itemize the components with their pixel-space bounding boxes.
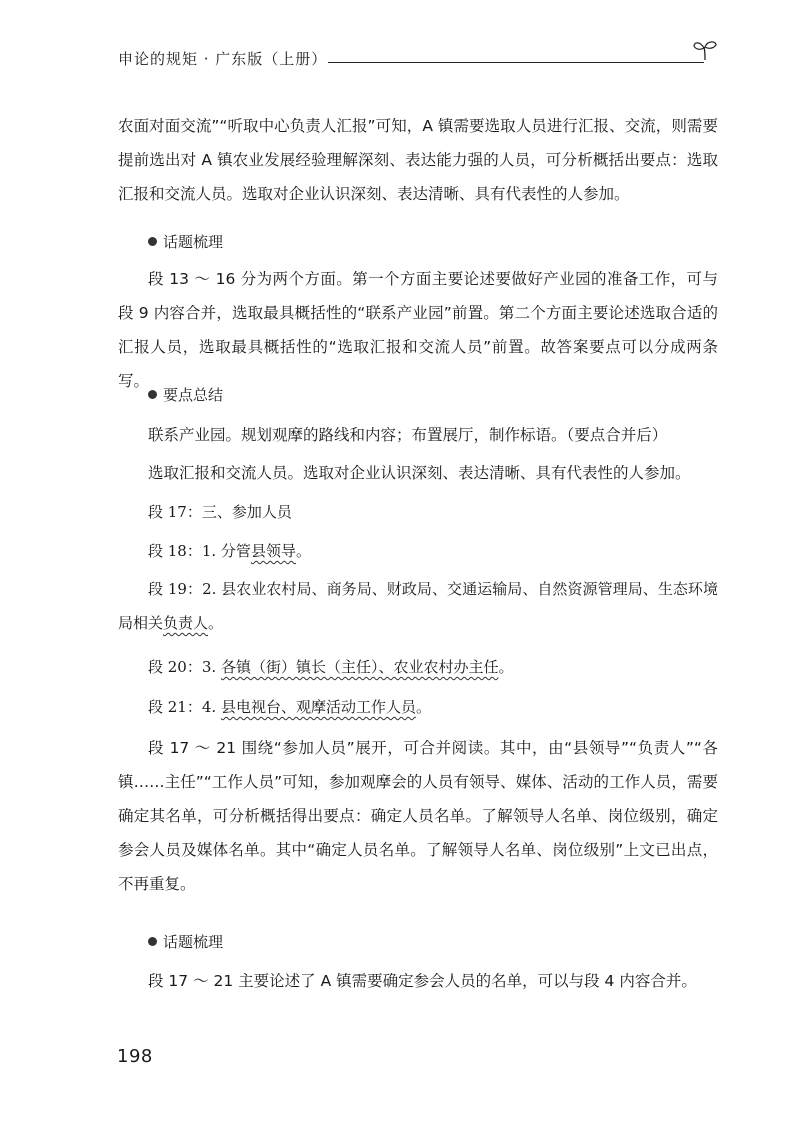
text-prefix: 段 19：2. 县农业农村局、商务局、财政局、交通运输局、自然资源管理局、生态环境局相关 <box>118 580 718 632</box>
page-header <box>118 44 718 74</box>
paragraph-intro: 农面对面交流”“听取中心负责人汇报”可知，A 镇需要选取人员进行汇报、交流，则需要提前选出对 A 镇农业发展经验理解深刻、表达能力强的人员，可分析概括出要点：选取汇报和交流人员。选取对企业认识深刻、表达清晰、具有代表性的人参加。 <box>118 117 718 203</box>
key-point-1: 联系产业园。规划观摩的路线和内容；布置展厅，制作标语。（要点合并后） <box>148 426 668 444</box>
source-para-17: 段 17：三、参加人员 <box>148 503 292 521</box>
section-label: 话题梳理 <box>163 933 224 951</box>
text-suffix: 。 <box>295 542 311 560</box>
bullet-icon <box>148 237 157 246</box>
text-suffix: 。 <box>498 658 514 676</box>
section-key-points <box>148 385 223 405</box>
bullet-icon <box>148 390 157 399</box>
text-prefix: 段 20：3. <box>148 658 221 676</box>
bullet-icon <box>148 937 157 946</box>
section-topic-sorting-1 <box>148 232 223 252</box>
header-rule <box>328 62 704 63</box>
text-prefix: 段 21：4. <box>148 698 221 716</box>
text-suffix: 。 <box>208 614 224 632</box>
section-topic-sorting-2 <box>148 932 223 952</box>
source-para-21 <box>118 690 718 724</box>
marked-keyword: 县电视台、观摩活动工作人员 <box>220 698 416 716</box>
text-suffix: 。 <box>415 698 431 716</box>
paragraph-topic-2: 段 17 ～ 21 主要论述了 A 镇需要确定参会人员的名单，可以与段 4 内容合并。 <box>148 972 697 990</box>
source-para-20 <box>118 650 718 684</box>
section-label: 要点总结 <box>163 386 224 404</box>
marked-keyword: 县领导 <box>250 542 296 560</box>
text-prefix: 段 18：1. 分管 <box>148 542 251 560</box>
book-title: 申论的规矩 · 广东版（上册） <box>118 50 328 68</box>
sprout-icon <box>692 38 718 62</box>
page-number: 198 <box>117 1046 153 1067</box>
marked-keyword: 负责人 <box>163 614 209 632</box>
marked-keyword: 各镇（街）镇长（主任）、农业农村办主任 <box>220 658 499 676</box>
section-label: 话题梳理 <box>163 233 224 251</box>
source-para-19 <box>118 572 718 640</box>
key-point-2: 选取汇报和交流人员。选取对企业认识深刻、表达清晰、具有代表性的人参加。 <box>148 464 691 482</box>
paragraph-topic-1: 段 13 ～ 16 分为两个方面。第一个方面主要论述要做好产业园的准备工作，可与段 9 内容合并，选取最具概括性的“联系产业园”前置。第二个方面主要论述选取合适的汇报人员，选取最具概括性的“选取汇报和交流人员”前置。故答案要点可以分成两条写。 <box>118 270 718 390</box>
paragraph-analysis: 段 17 ～ 21 围绕“参加人员”展开，可合并阅读。其中，由“县领导”“负责人”“各镇……主任”“工作人员”可知，参加观摩会的人员有领导、媒体、活动的工作人员，需要确定其名单，可分析概括得出要点：确定人员名单。了解领导人名单、岗位级别，确定参会人员及媒体名单。其中“确定人员名单。了解领导人名单、岗位级别”上文已出点，不再重复。 <box>118 739 718 893</box>
source-para-18 <box>118 534 718 568</box>
